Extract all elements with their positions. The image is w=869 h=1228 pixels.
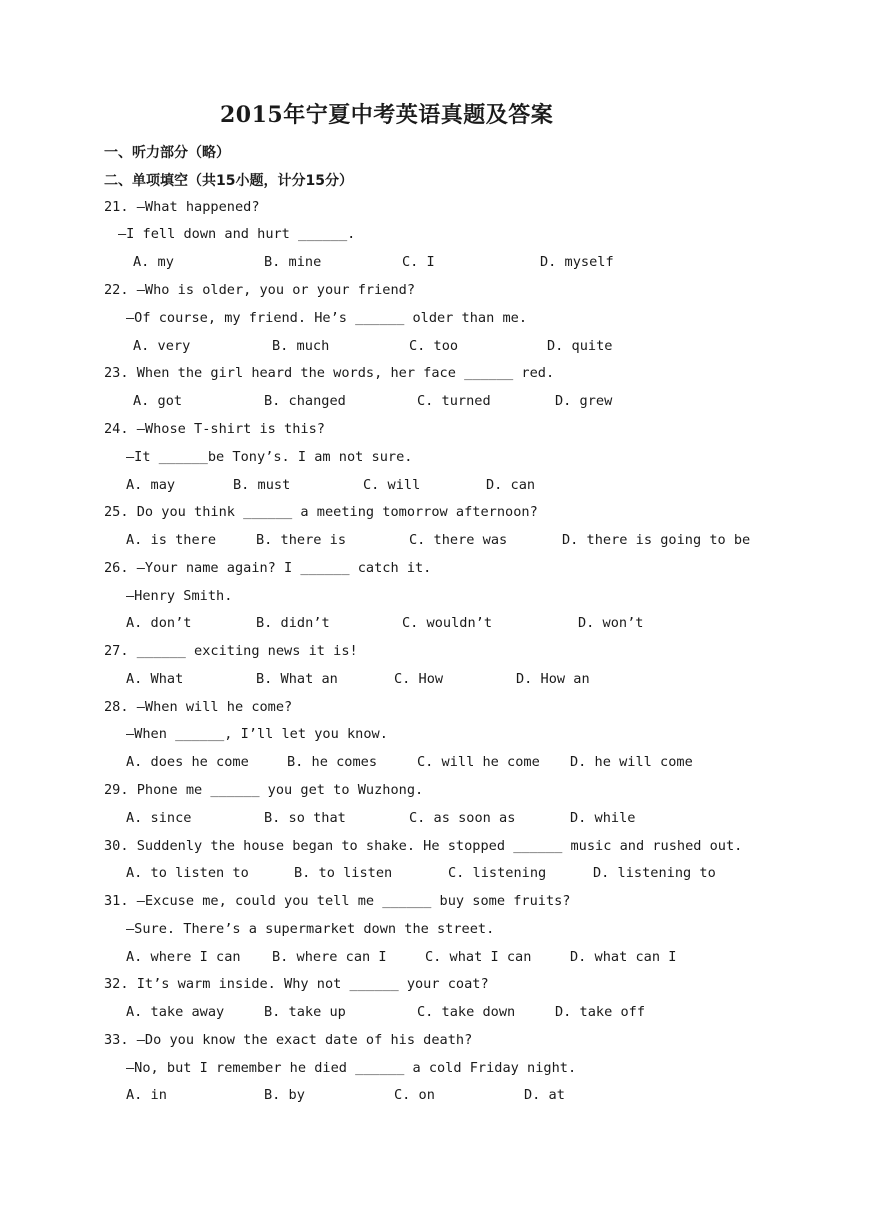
question-stem: 33. —Do you know the exact date of his death? (104, 1032, 473, 1048)
option-a: A. my (133, 254, 174, 270)
option-b: B. he comes (287, 754, 378, 770)
option-d: D. he will come (570, 754, 693, 770)
option-b: B. there is (256, 532, 347, 548)
option-a: A. may (126, 477, 176, 493)
option-b: B. much (272, 338, 330, 354)
option-d: D. listening to (593, 865, 716, 881)
question-dialogue-line: —It ______be Tony’s. I am not sure. (126, 449, 413, 465)
question-stem: 23. When the girl heard the words, her face ______ red. (104, 365, 555, 381)
question-stem: 27. ______ exciting news it is! (104, 643, 358, 659)
option-b: B. where can I (272, 949, 387, 965)
option-a: A. don’t (126, 615, 192, 631)
option-d: D. quite (547, 338, 613, 354)
option-a: A. very (133, 338, 191, 354)
option-d: D. there is going to be (562, 532, 751, 548)
question-stem: 28. —When will he come? (104, 699, 293, 715)
question-stem: 25. Do you think ______ a meeting tomorrow afternoon? (104, 504, 538, 520)
option-c: C. on (394, 1087, 435, 1103)
question-dialogue-line: —Of course, my friend. He’s ______ older than me. (126, 310, 528, 326)
option-c: C. will (363, 477, 421, 493)
option-d: D. How an (516, 671, 590, 687)
option-c: C. I (402, 254, 435, 270)
option-b: B. so that (264, 810, 346, 826)
option-a: A. is there (126, 532, 217, 548)
option-b: B. didn’t (256, 615, 330, 631)
question-dialogue-line: —Henry Smith. (126, 588, 233, 604)
option-d: D. won’t (578, 615, 644, 631)
option-c: C. wouldn’t (402, 615, 493, 631)
option-a: A. where I can (126, 949, 241, 965)
option-a: A. to listen to (126, 865, 249, 881)
option-c: C. How (394, 671, 444, 687)
option-c: C. listening (448, 865, 547, 881)
question-stem: 21. —What happened? (104, 199, 260, 215)
option-c: C. take down (417, 1004, 516, 1020)
question-dialogue-line: —When ______, I’ll let you know. (126, 726, 388, 742)
option-b: B. must (233, 477, 291, 493)
option-c: C. as soon as (409, 810, 516, 826)
option-d: D. while (570, 810, 636, 826)
option-c: C. there was (409, 532, 508, 548)
section-heading-listening: 一、听力部分（略） (104, 145, 230, 161)
option-a: A. since (126, 810, 192, 826)
question-stem: 31. —Excuse me, could you tell me ______ buy some fruits? (104, 893, 571, 909)
page-title: 2015年宁夏中考英语真题及答案 (220, 102, 554, 128)
question-dialogue-line: —I fell down and hurt ______. (118, 226, 356, 242)
option-b: B. by (264, 1087, 305, 1103)
option-d: D. take off (555, 1004, 646, 1020)
question-stem: 26. —Your name again? I ______ catch it. (104, 560, 432, 576)
option-c: C. what I can (425, 949, 532, 965)
question-stem: 24. —Whose T-shirt is this? (104, 421, 325, 437)
question-stem: 30. Suddenly the house began to shake. He stopped ______ music and rushed out. (104, 838, 743, 854)
question-stem: 22. —Who is older, you or your friend? (104, 282, 415, 298)
option-b: B. mine (264, 254, 322, 270)
option-d: D. grew (555, 393, 613, 409)
option-c: C. will he come (417, 754, 540, 770)
option-b: B. take up (264, 1004, 346, 1020)
option-d: D. can (486, 477, 536, 493)
option-b: B. changed (264, 393, 346, 409)
option-d: D. at (524, 1087, 565, 1103)
option-b: B. to listen (294, 865, 393, 881)
option-c: C. turned (417, 393, 491, 409)
option-c: C. too (409, 338, 459, 354)
section-heading-single-choice: 二、单项填空（共15小题，计分15分） (104, 173, 353, 189)
option-a: A. does he come (126, 754, 249, 770)
question-stem: 29. Phone me ______ you get to Wuzhong. (104, 782, 424, 798)
option-a: A. in (126, 1087, 167, 1103)
option-b: B. What an (256, 671, 338, 687)
question-stem: 32. It’s warm inside. Why not ______ your coat? (104, 976, 489, 992)
option-d: D. myself (540, 254, 614, 270)
question-dialogue-line: —No, but I remember he died ______ a cold Friday night. (126, 1060, 577, 1076)
question-dialogue-line: —Sure. There’s a supermarket down the street. (126, 921, 495, 937)
option-a: A. got (133, 393, 183, 409)
option-d: D. what can I (570, 949, 677, 965)
option-a: A. take away (126, 1004, 225, 1020)
option-a: A. What (126, 671, 184, 687)
